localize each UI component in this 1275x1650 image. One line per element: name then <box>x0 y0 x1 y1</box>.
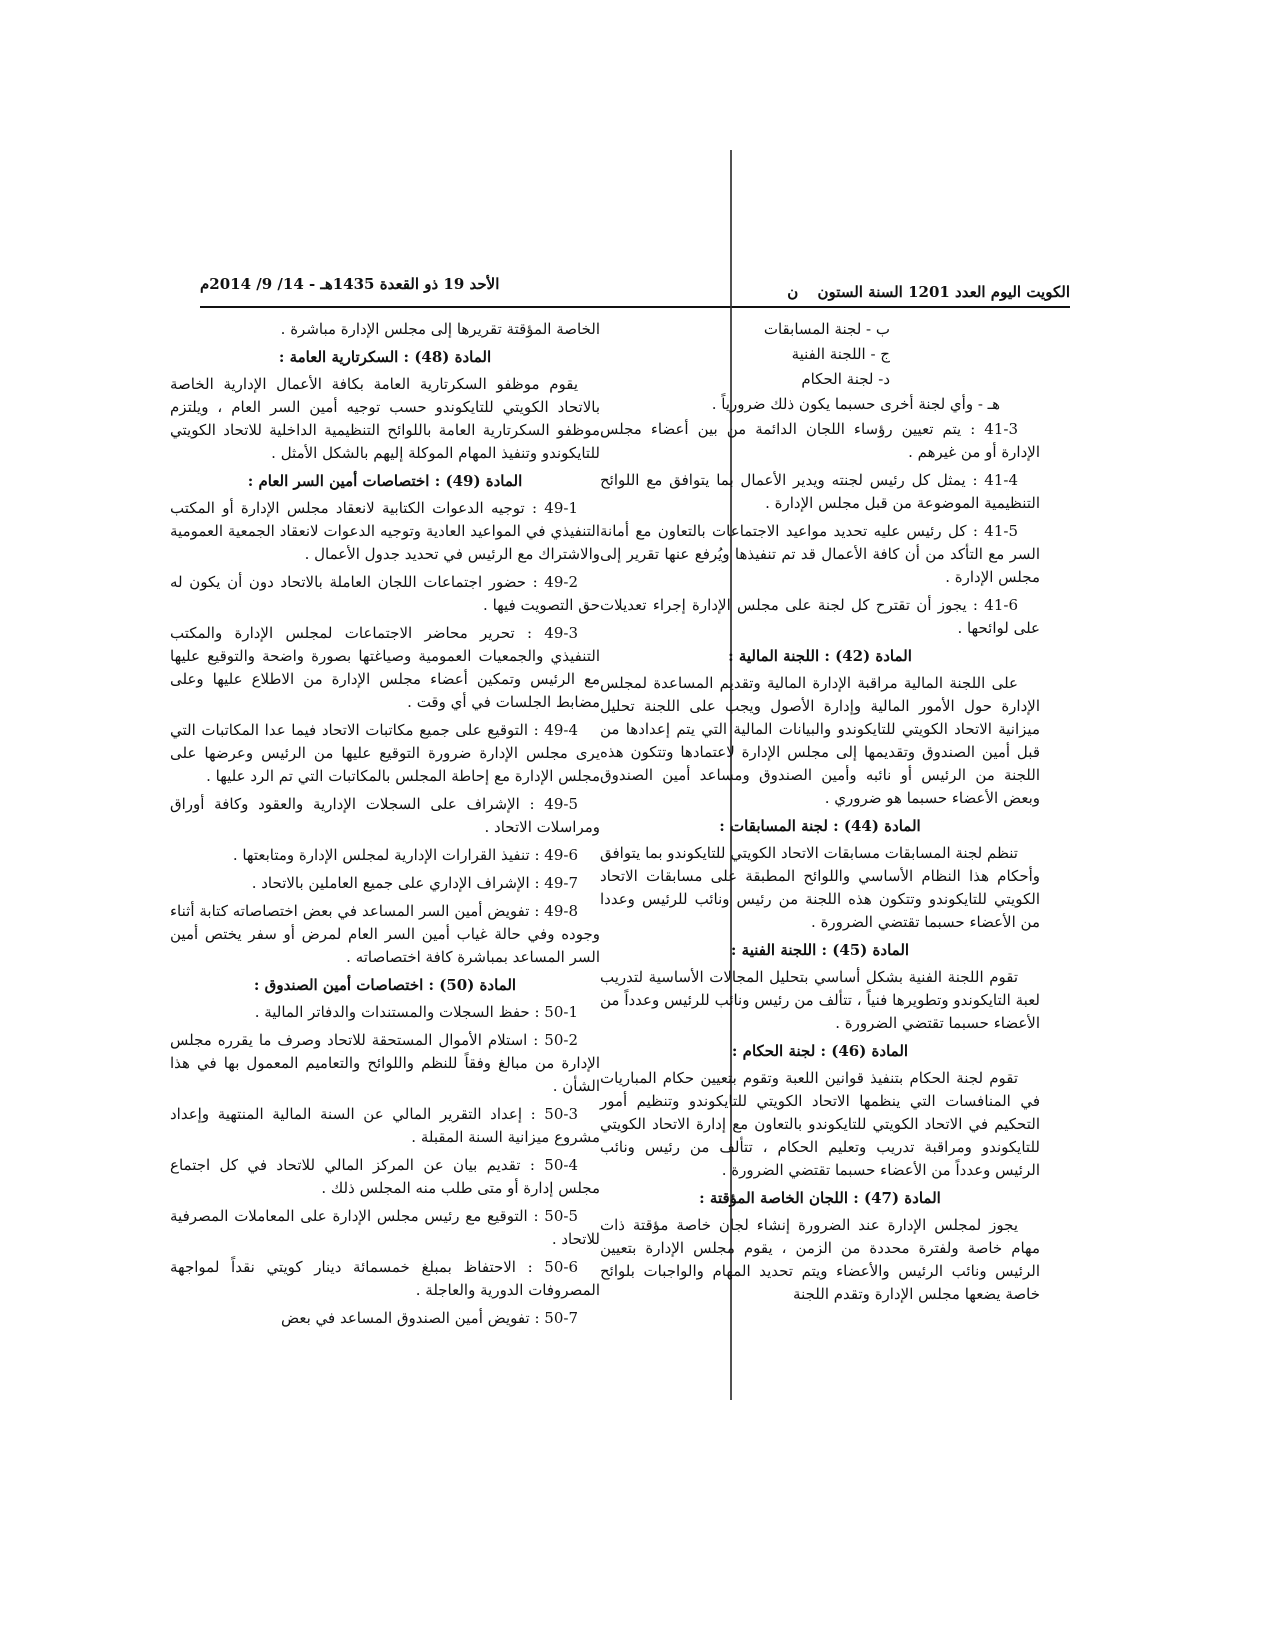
clause-49-2: 49-2 : حضور اجتماعات اللجان العاملة بالاتحاد دون أن يكون له حق التصويت فيها . <box>170 573 600 614</box>
article-44-heading: المادة (44) : لجنة المسابقات : <box>719 817 921 835</box>
article-44-text: تنظم لجنة المسابقات مسابقات الاتحاد الكويتي للتايكوندو بما يتوافق وأحكام هذا النظام الأساسي واللوائح المطبقة على مسابقات الاتحاد الكويتي للتايكوندو وتتكون هذه اللجنة من رئيس ونائب للرئيس وعددا من الأعضاء حسبما تقتضي الضرورة . <box>600 844 1040 931</box>
list-item: ب - لجنة المسابقات <box>763 320 890 338</box>
article-45-text: تقوم اللجنة الفنية بشكل أساسي بتحليل المجالات الأساسية لتدريب لعبة التايكوندو وتطويرها فنياً ، تتألف من رئيس ونائب للرئيس وعدداً من الأعضاء حسبما تقتضي الضرورة . <box>600 968 1040 1032</box>
continued-text: الخاصة المؤقتة تقريرها إلى مجلس الإدارة مباشرة . <box>280 320 600 338</box>
clause-50-3: 50-3 : إعداد التقرير المالي عن السنة المالية المنتهية وإعداد مشروع ميزانية السنة المقبلة . <box>170 1105 600 1146</box>
clause-41-3: 41-3 : يتم تعيين رؤساء اللجان الدائمة من بين أعضاء مجلس الإدارة أو من غيرهم . <box>600 420 1040 461</box>
clause-41-5: 41-5 : كل رئيس عليه تحديد مواعيد الاجتماعات بالتعاون مع أمانة السر مع التأكد من أن كافة الأعمال قد تم تنفيذها ويُرفع عنها تقرير إلى مجلس الإدارة . <box>600 522 1040 586</box>
article-42-heading: المادة (42) : اللجنة المالية : <box>728 647 912 665</box>
clause-49-4: 49-4 : التوقيع على جميع مكاتبات الاتحاد فيما عدا المكاتبات التي يرى مجلس الإدارة ضرورة التوقيع عليها من الرئيس وعرضها على مجلس الإدارة مع إحاطة المجلس بالمكاتبات التي تم الرد عليها . <box>170 721 600 785</box>
clause-50-4: 50-4 : تقديم بيان عن المركز المالي للاتحاد في كل اجتماع مجلس إدارة أو متى طلب منه المجلس ذلك . <box>170 1156 600 1197</box>
article-46-heading: المادة (46) : لجنة الحكام : <box>731 1042 909 1060</box>
article-48-text: يقوم موظفو السكرتارية العامة بكافة الأعمال الإدارية الخاصة بالاتحاد الكويتي للتايكوندو حسب توجيه أمين السر العام ، ويلتزم موظفو السكرتارية العامة باللوائح التنظيمية الداخلية للاتحاد الكويتي للتايكوندو وتنفيذ المهام الموكلة إليهم بالشكل الأمثل . <box>170 375 600 462</box>
clause-49-6: 49-6 : تنفيذ القرارات الإدارية لمجلس الإدارة ومتابعتها . <box>232 846 578 864</box>
clause-41-6: 41-6 : يجوز أن تقترح كل لجنة على مجلس الإدارة إجراء تعديلات على لوائحها . <box>600 596 1040 637</box>
article-46-text: تقوم لجنة الحكام بتنفيذ قوانين اللعبة وتقوم بتعيين حكام المباريات في المنافسات التي ينظمها الاتحاد الكويتي للتايكوندو وتنظيم أمور التحكيم في الاتحاد الكويتي للتايكوندو بالتعاون مع إدارة الاتحاد الكويتي للتايكوندو ومراقبة تدريب وتعليم الحكام ، تتألف من رئيس ونائب الرئيس وعدداً من الأعضاء حسبما تقتضي الضرورة . <box>600 1069 1040 1179</box>
clause-49-7: 49-7 : الإشراف الإداري على جميع العاملين بالاتحاد . <box>251 874 578 892</box>
header-publication <box>787 283 1070 301</box>
clause-50-5: 50-5 : التوقيع مع رئيس مجلس الإدارة على المعاملات المصرفية للاتحاد . <box>170 1207 600 1248</box>
clause-50-1: 50-1 : حفظ السجلات والمستندات والدفاتر المالية . <box>254 1003 578 1021</box>
clause-49-5: 49-5 : الإشراف على السجلات الإدارية والعقود وكافة أوراق ومراسلات الاتحاد . <box>170 795 600 836</box>
page-header <box>200 275 1070 309</box>
header-rule <box>200 306 1070 308</box>
list-item: هـ - وأي لجنة أخرى حسبما يكون ذلك ضرورياً . <box>711 395 1000 413</box>
list-item: د- لجنة الحكام <box>801 370 890 388</box>
clause-50-7: 50-7 : تفويض أمين الصندوق المساعد في بعض <box>280 1309 578 1327</box>
header-date: الأحد 19 ذو القعدة 1435هـ - 14/ 9/ 2014م <box>200 275 500 293</box>
header-issue: الكويت اليوم العدد 1201 السنة الستون <box>817 283 1070 301</box>
clause-49-1: 49-1 : توجيه الدعوات الكتابية لانعقاد مجلس الإدارة أو المكتب التنفيذي في المواعيد العادية وتوجيه الدعوات لانعقاد الجمعية العمومية والاشتراك مع الرئيس في تحديد جدول الأعمال . <box>170 499 600 563</box>
left-column <box>170 318 600 1335</box>
article-47-heading: المادة (47) : اللجان الخاصة المؤقتة : <box>699 1189 941 1207</box>
article-50-heading: المادة (50) : اختصاصات أمين الصندوق : <box>253 976 517 994</box>
article-42-text: على اللجنة المالية مراقبة الإدارة المالية وتقديم المساعدة لمجلس الإدارة حول الأمور المالية وإدارة الأصول ويجب على اللجنة تحليل ميزانية الاتحاد الكويتي للتايكوندو والبيانات المالية التي يتم إعدادها من قبل أمين الصندوق وتقديمها إلى مجلس الإدارة لاعتمادها وتتكون هذه اللجنة من الرئيس أو نائبه وأمين الصندوق ومساعد أمين الصندوق وبعض الأعضاء حسبما هو ضروري . <box>600 674 1040 807</box>
clause-49-3: 49-3 : تحرير محاضر الاجتماعات لمجلس الإدارة والمكتب التنفيذي والجمعيات العمومية وصياغتها بصورة واضحة والتوقيع عليها مع الرئيس وتمكين أعضاء مجلس الإدارة من الاطلاع عليها وعلى مضابط الجلسات في أي وقت . <box>170 624 600 711</box>
list-item: ج - اللجنة الفنية <box>791 345 890 363</box>
right-column <box>600 318 1040 1311</box>
clause-49-8: 49-8 : تفويض أمين السر المساعد في بعض اختصاصاته كتابة أثناء وجوده وفي حالة غياب أمين السر العام لمرض أو سفر يختص أمين السر المساعد بمباشرة كافة اختصاصاته . <box>170 902 600 966</box>
article-48-heading: المادة (48) : السكرتارية العامة : <box>278 348 492 366</box>
clause-41-4: 41-4 : يمثل كل رئيس لجنته ويدير الأعمال بما يتوافق مع اللوائح التنظيمية الموضوعة من قبل مجلس الإدارة . <box>600 471 1040 512</box>
header-page-letter: ن <box>787 283 799 301</box>
article-47-text: يجوز لمجلس الإدارة عند الضرورة إنشاء لجان خاصة مؤقتة ذات مهام خاصة ولفترة محددة من الزمن ، يقوم مجلس الإدارة بتعيين الرئيس ونائب الرئيس والأعضاء ويتم تحديد المهام والواجبات بلوائح خاصة يضعها مجلس الإدارة وتقدم اللجنة <box>600 1216 1040 1303</box>
article-45-heading: المادة (45) : اللجنة الفنية : <box>730 941 910 959</box>
article-49-heading: المادة (49) : اختصاصات أمين السر العام : <box>247 472 523 490</box>
clause-50-6: 50-6 : الاحتفاظ بمبلغ خمسمائة دينار كويتي نقداً لمواجهة المصروفات الدورية والعاجلة . <box>170 1258 600 1299</box>
clause-50-2: 50-2 : استلام الأموال المستحقة للاتحاد وصرف ما يقرره مجلس الإدارة من مبالغ وفقاً للنظم واللوائح والتعاميم المعمول بها في هذا الشأن . <box>170 1031 600 1095</box>
